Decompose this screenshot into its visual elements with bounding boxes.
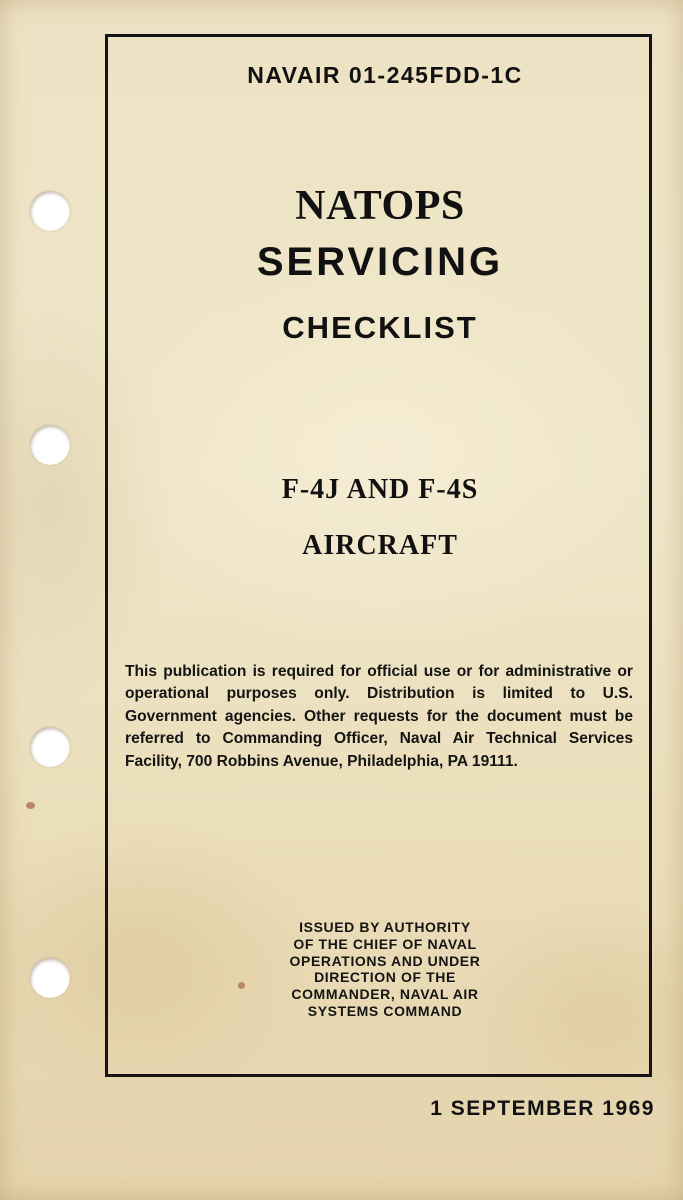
publication-date: 1 SEPTEMBER 1969 — [430, 1097, 655, 1120]
binder-hole-3 — [30, 727, 70, 767]
title-servicing: SERVICING — [256, 240, 504, 284]
binder-hole-4 — [30, 958, 70, 998]
authority-line: OF THE CHIEF OF NAVAL — [293, 935, 477, 952]
authority-line: SYSTEMS COMMAND — [307, 1002, 463, 1019]
binder-hole-1 — [30, 191, 70, 231]
authority-line: ISSUED BY AUTHORITY — [299, 919, 471, 935]
aircraft-label: AIRCRAFT — [302, 530, 458, 561]
title-natops: NATOPS — [295, 183, 465, 229]
authority-line: COMMANDER, NAVAL AIR — [291, 986, 479, 1003]
authority-line: OPERATIONS AND UNDER — [289, 952, 481, 969]
document-number: NAVAIR 01-245FDD-1C — [247, 62, 523, 88]
aircraft-models: F-4J AND F-4S — [281, 474, 479, 505]
issuing-authority — [230, 919, 540, 1020]
title-checklist: CHECKLIST — [282, 310, 478, 345]
distribution-statement: This publication is required for official use or for administrative or operational purposes only. Distribution is limited to U.S. Government agencies. Other requests for the document must be referred to Commanding Officer, Naval Air Technical Services Facility, 700 Robbins Avenue, Philadelphia, PA 19111. — [125, 663, 633, 770]
authority-line: DIRECTION OF THE — [314, 969, 456, 986]
binder-hole-2 — [30, 425, 70, 465]
paper-stain — [26, 802, 35, 809]
